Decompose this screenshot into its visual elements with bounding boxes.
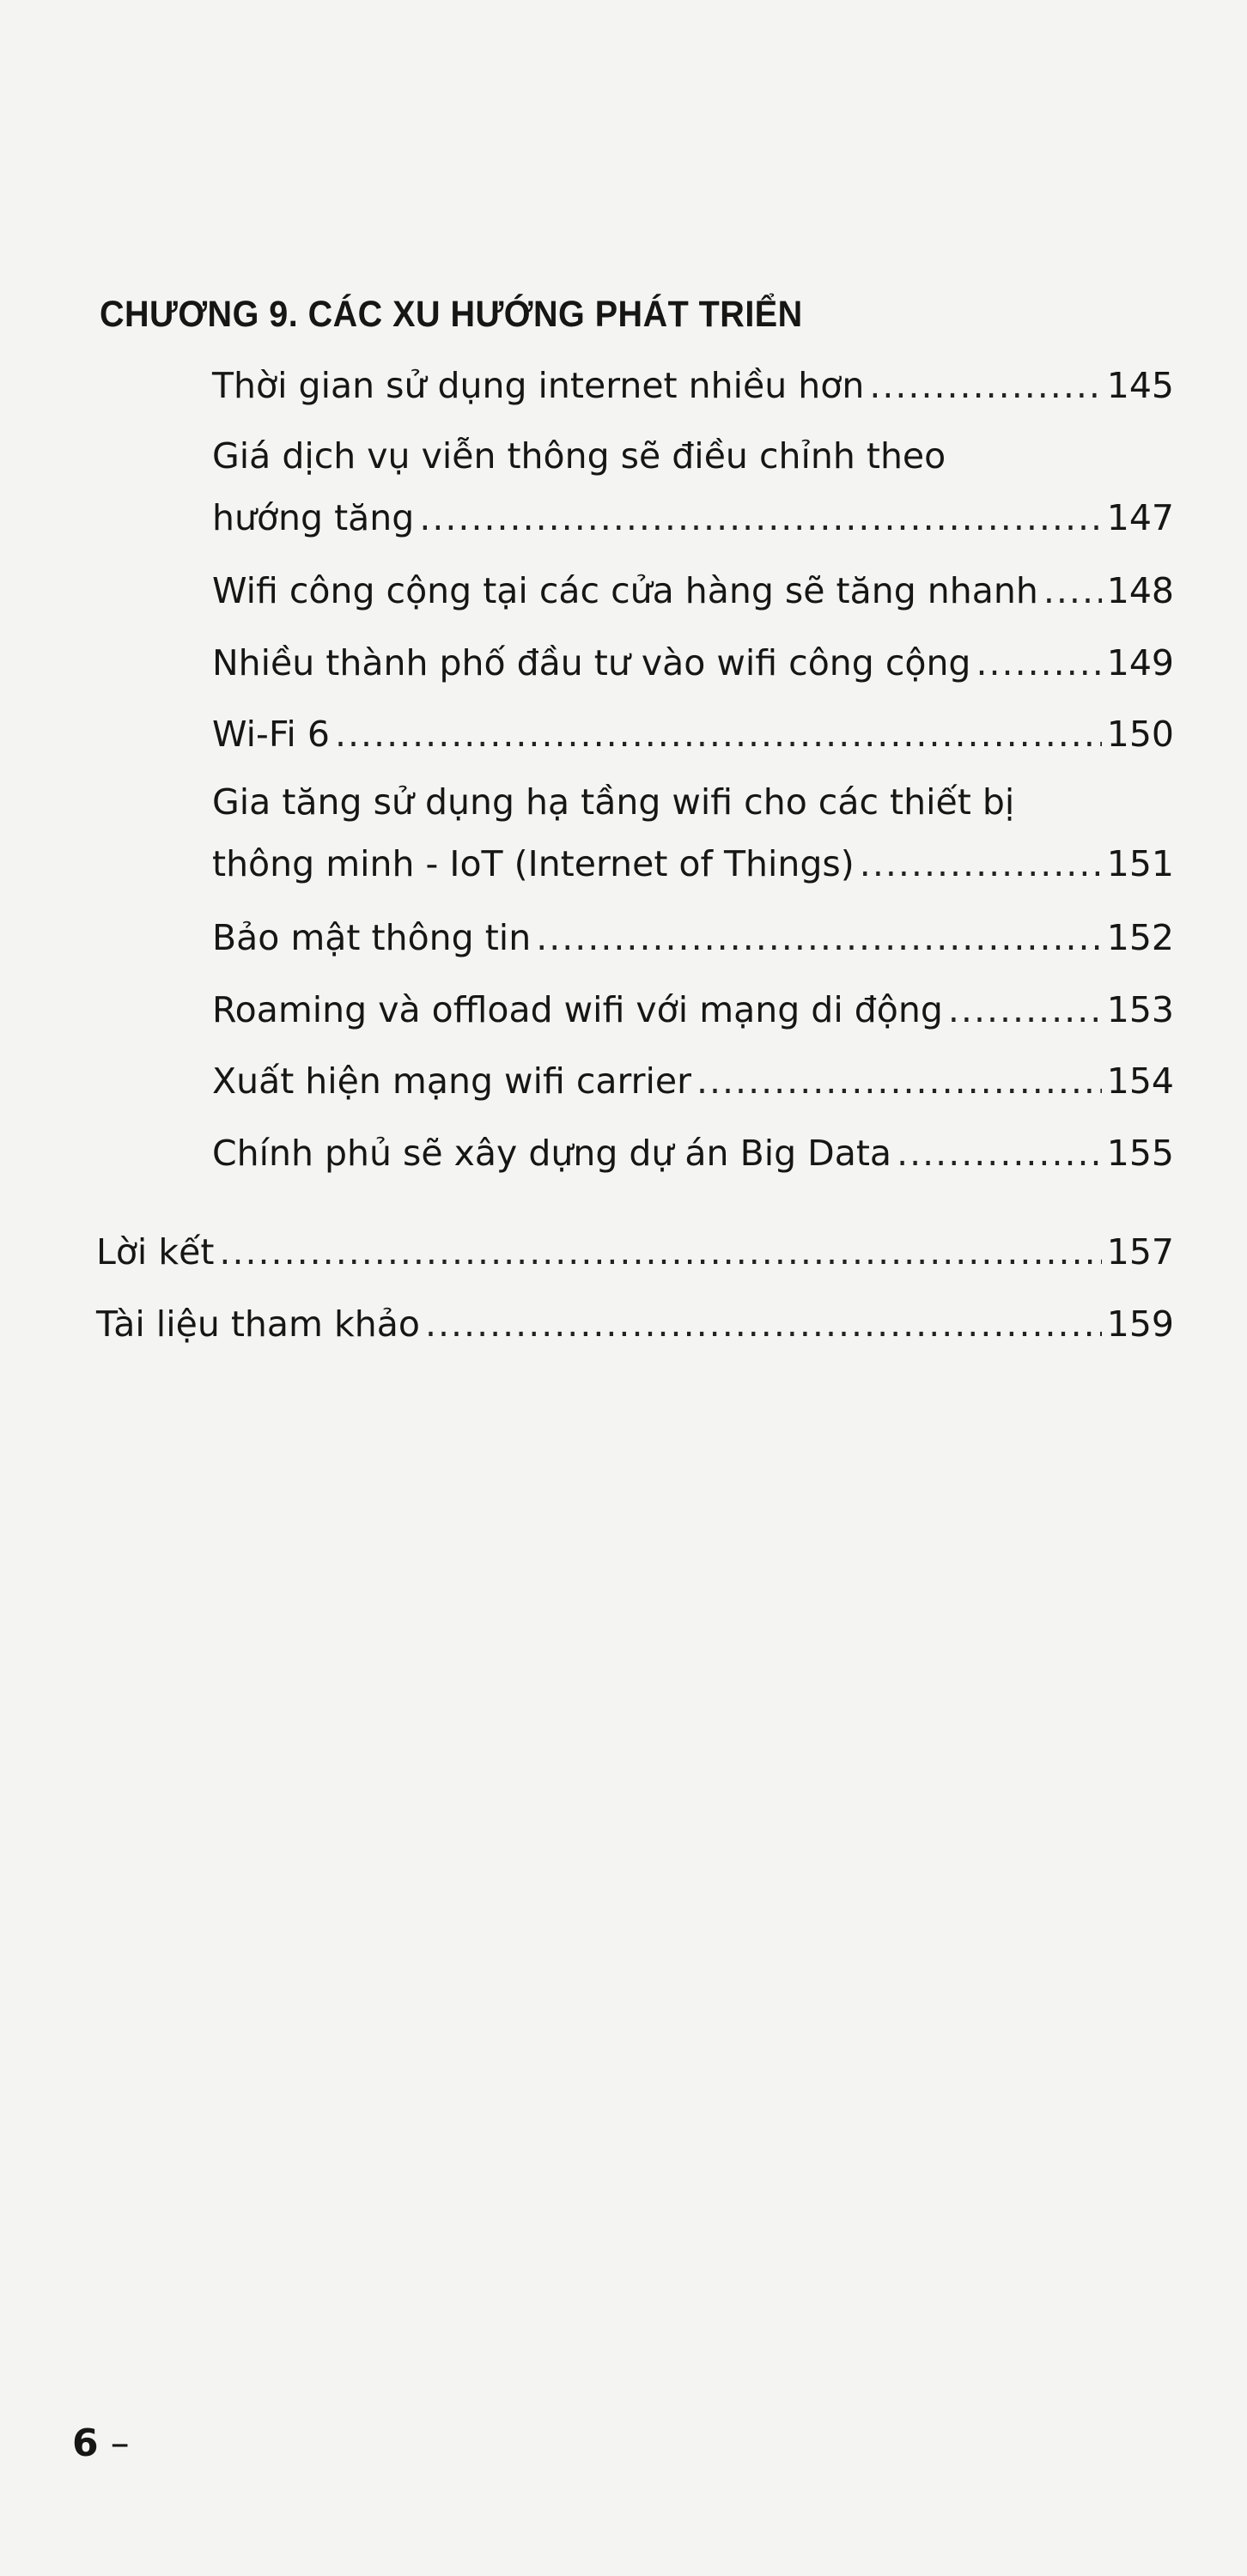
toc-entry-title: Nhiều thành phố đầu tư vào wifi công cộng (212, 642, 971, 683)
toc-entry-title: hướng tăng (212, 497, 415, 538)
toc-entry (212, 1128, 1174, 1178)
dot-leader (869, 361, 1101, 410)
toc-page-number: 149 (1106, 642, 1174, 683)
toc-entry-title: Thời gian sử dụng internet nhiều hơn (212, 365, 865, 406)
toc-page-number: 151 (1106, 843, 1174, 884)
toc-page-number: 154 (1106, 1060, 1174, 1102)
dot-leader (425, 1299, 1102, 1349)
toc-page-number: 153 (1106, 989, 1174, 1030)
toc-page-number: 145 (1106, 365, 1174, 406)
toc-page-number: 155 (1106, 1133, 1174, 1174)
toc-entry (212, 1056, 1174, 1106)
toc-entry (212, 777, 1174, 889)
dot-leader (219, 1227, 1101, 1277)
toc-entry-title: Bảo mật thông tin (212, 917, 532, 958)
dot-leader (1043, 566, 1102, 616)
page-number: 6 (72, 2421, 99, 2465)
chapter-heading: CHƯƠNG 9. CÁC XU HƯỚNG PHÁT TRIỂN (100, 294, 803, 335)
toc-page-number: 150 (1106, 714, 1174, 755)
toc-entry (96, 1299, 1174, 1349)
toc-page-number: 159 (1106, 1303, 1174, 1345)
footer-dash: – (110, 2421, 130, 2465)
dot-leader (860, 839, 1102, 889)
toc-entry-title: Wi-Fi 6 (212, 714, 330, 755)
toc-entry (212, 985, 1174, 1035)
dot-leader (897, 1128, 1102, 1178)
dot-leader (536, 913, 1102, 963)
toc-entry-title: Lời kết (96, 1231, 215, 1273)
toc-entry-title: Chính phủ sẽ xây dựng dự án Big Data (212, 1133, 892, 1174)
toc-entry (212, 566, 1174, 616)
toc-page-number: 147 (1106, 497, 1174, 538)
toc-page-number: 152 (1106, 917, 1174, 958)
toc-entry-title: Xuất hiện mạng wifi carrier (212, 1060, 691, 1102)
toc-entry-title: Wifi công cộng tại các cửa hàng sẽ tăng nhanh (212, 570, 1038, 611)
toc-entry (212, 431, 1174, 543)
dot-leader (419, 493, 1101, 543)
toc-entry (96, 1227, 1174, 1277)
toc-entry (212, 361, 1174, 410)
toc-entry-title: Roaming và offload wifi với mạng di động (212, 989, 943, 1030)
toc-page-number: 148 (1106, 570, 1174, 611)
toc-entry-title-line: Gia tăng sử dụng hạ tầng wifi cho các thiết bị (212, 781, 1015, 823)
toc-entry-title: Tài liệu tham khảo (96, 1303, 420, 1345)
toc-page-number: 157 (1106, 1231, 1174, 1273)
toc-entry-title: thông minh - IoT (Internet of Things) (212, 843, 855, 884)
dot-leader (335, 709, 1102, 759)
page-footer (72, 2421, 130, 2465)
toc-entry (212, 638, 1174, 688)
dot-leader (976, 638, 1101, 688)
dot-leader (948, 985, 1102, 1035)
toc-entry (212, 913, 1174, 963)
toc-entry (212, 709, 1174, 759)
dot-leader (696, 1056, 1102, 1106)
toc-entry-title-line: Giá dịch vụ viễn thông sẽ điều chỉnh theo (212, 435, 946, 477)
